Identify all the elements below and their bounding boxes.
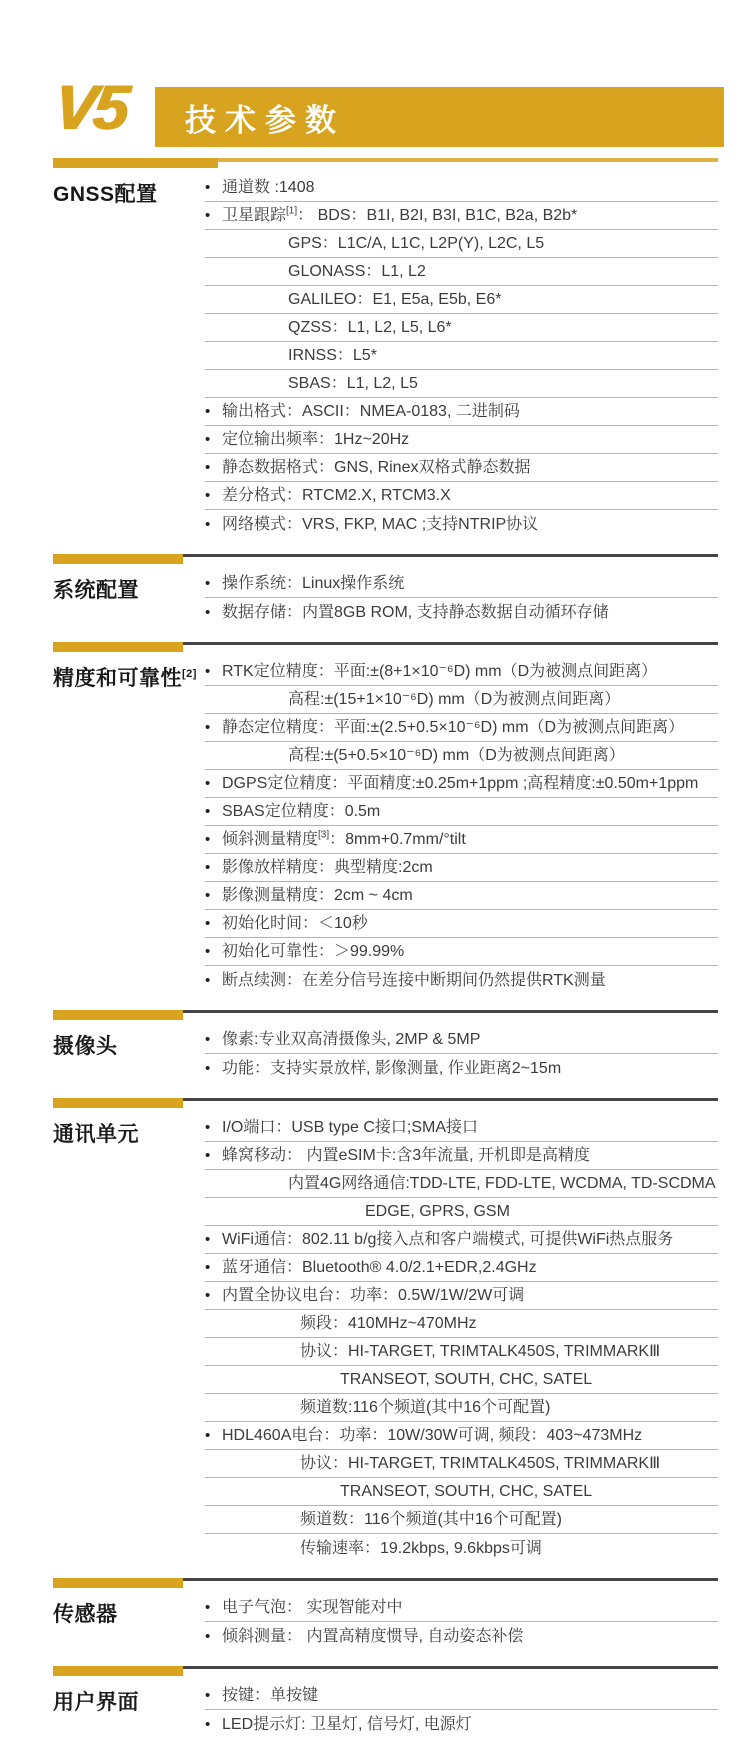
spec-row [205,1310,718,1338]
spec-text-main: 像素:专业双高清摄像头, 2MP & 5MP [222,1031,481,1048]
bullet-icon: • [205,487,211,504]
section-title-column [53,1114,205,1562]
spec-text-main: IRNSS：L5* [288,347,377,364]
spec-row [205,1478,718,1506]
spec-text-main: 初始化可靠性：＞99.99% [222,943,405,960]
spec-row [205,1338,718,1366]
section-sensors [53,1578,718,1650]
bullet-icon: • [205,775,211,792]
spec-row [205,258,718,286]
spec-text [288,742,625,769]
bullet-icon: • [205,1147,211,1164]
section-title [53,1598,205,1628]
section-body [53,658,718,994]
spec-text [300,1535,542,1562]
spec-row [205,854,718,882]
footnote-marker: [3] [318,829,330,841]
bullet-icon: • [205,971,211,989]
spec-text [222,1682,318,1709]
spec-row [205,966,718,994]
spec-text-main: 静态定位精度：平面:±(2.5+0.5×10⁻⁶D) mm（D为被测点间距离） [222,719,685,736]
spec-row [205,1198,718,1226]
section-title-column [53,1594,205,1650]
spec-text-main: 差分格式：RTCM2.X, RTCM3.X [222,487,451,504]
section-title [53,1686,205,1716]
spec-text [288,314,452,341]
section-system [53,554,718,626]
spec-text [222,599,609,626]
spec-text-main: 通道数 :1408 [222,179,315,196]
spec-text [222,770,698,797]
spec-text-main: 影像放样精度：典型精度:2cm [222,859,433,876]
spec-text [300,1394,550,1421]
spec-text [222,1026,480,1053]
spec-text [300,1338,660,1365]
divider-rule [183,1666,718,1669]
spec-text [222,658,657,685]
spec-text-main: 频段：410MHz~470MHz [300,1315,477,1332]
spec-row [205,1622,718,1650]
divider-accent-bar [53,1578,183,1588]
bullet-icon: • [205,1599,211,1616]
product-logo: V5 [50,73,129,143]
spec-text-main: 蓝牙通信：Bluetooth® 4.0/2.1+EDR,2.4GHz [222,1259,537,1276]
spec-text-main: WiFi通信：802.11 b/g接入点和客户端模式, 可提供WiFi热点服务 [222,1231,674,1248]
spec-row [205,770,718,798]
bullet-icon: • [205,179,211,196]
spec-row [205,1366,718,1394]
spec-text-main: TRANSEOT, SOUTH, CHC, SATEL [340,1483,593,1500]
section-title-text: 精度和可靠性 [53,667,182,690]
divider-rule [183,1010,718,1013]
section-title-column [53,570,205,626]
divider-accent-bar [53,1666,183,1676]
spec-row [205,1026,718,1054]
section-gnss [53,158,718,538]
spec-row [205,1422,718,1450]
spec-row [205,1682,718,1710]
spec-text-main: RTK定位精度：平面:±(8+1×10⁻⁶D) mm（D为被测点间距离） [222,663,658,680]
spec-text-main: SBAS定位精度：0.5m [222,803,381,820]
spec-text [222,910,368,937]
spec-text [222,1142,590,1169]
spec-row [205,482,718,510]
section-divider [53,158,718,168]
section-title [53,1030,205,1060]
bullet-icon: • [205,1059,211,1077]
bullet-icon: • [205,887,211,904]
spec-row [205,1534,718,1562]
section-title-column [53,658,205,994]
section-body [53,1594,718,1650]
section-title-text: 摄像头 [53,1035,118,1058]
spec-row [205,938,718,966]
spec-text [288,1170,716,1197]
spec-text-main: TRANSEOT, SOUTH, CHC, SATEL [340,1371,593,1388]
bullet-icon: • [205,831,211,848]
spec-row [205,826,718,854]
spec-text-rest: ： BDS：B1I, B2I, B3I, B1C, B2a, B2b* [297,207,578,224]
bullet-icon: • [205,1031,211,1048]
spec-text-main: 倾斜测量： 内置高精度惯导, 自动姿态补偿 [222,1627,524,1645]
section-title-text: 传感器 [53,1603,118,1626]
spec-row [205,230,718,258]
spec-text [222,967,606,994]
spec-text-main: 传输速率：19.2kbps, 9.6kbps可调 [300,1539,542,1557]
spec-text-main: 数据存储：内置8GB ROM, 支持静态数据自动循环存储 [222,603,609,621]
spec-text [288,370,418,397]
spec-text-main: HDL460A电台：功率：10W/30W可调, 频段：403~473MHz [222,1427,643,1444]
bullet-icon: • [205,1287,211,1304]
divider-accent-bar [53,158,218,168]
spec-row [205,1594,718,1622]
spec-text-rest: ：8mm+0.7mm/°tilt [329,831,466,848]
spec-text-main: 静态数据格式：GNS, Rinex双格式静态数据 [222,459,531,476]
spec-row [205,1282,718,1310]
spec-row [205,686,718,714]
spec-text [288,230,544,257]
section-camera [53,1010,718,1082]
spec-text [222,1226,673,1253]
bullet-icon: • [205,719,211,736]
spec-row [205,1394,718,1422]
bullet-icon: • [205,515,211,533]
divider-accent-bar [53,554,183,564]
spec-text [222,1254,537,1281]
spec-list [205,1682,718,1738]
spec-row [205,742,718,770]
spec-row [205,658,718,686]
section-divider [53,642,718,652]
spec-list [205,570,718,626]
section-divider [53,1578,718,1588]
spec-row [205,370,718,398]
spec-list [205,658,718,994]
section-title-column [53,174,205,538]
bullet-icon: • [205,803,211,820]
spec-text [222,1594,402,1621]
spec-text-main: 电子气泡： 实现智能对中 [222,1599,403,1616]
spec-text [222,482,451,509]
section-body [53,570,718,626]
bullet-icon: • [205,943,211,960]
bullet-icon: • [205,663,211,680]
footnote-marker: [2] [182,668,197,680]
spec-text [222,454,530,481]
spec-text [288,258,426,285]
spec-text [222,826,466,853]
spec-row [205,398,718,426]
bullet-icon: • [205,915,211,932]
spec-text [340,1478,592,1505]
section-body [53,1026,718,1082]
divider-accent-bar [53,1010,183,1020]
spec-text [222,570,404,597]
bullet-icon: • [205,859,211,876]
section-title-text: 用户界面 [53,1691,139,1714]
spec-text-main: 输出格式：ASCII：NMEA-0183, 二进制码 [222,403,520,420]
spec-row [205,342,718,370]
spec-row [205,882,718,910]
bullet-icon: • [205,459,211,476]
bullet-icon: • [205,603,211,621]
section-title [53,574,205,604]
spec-text-main: SBAS：L1, L2, L5 [288,375,418,392]
spec-list [205,1114,718,1562]
divider-rule [218,158,718,162]
spec-text-main: DGPS定位精度：平面精度:±0.25m+1ppm ;高程精度:±0.50m+1ppm [222,775,699,792]
spec-text [300,1450,660,1477]
spec-row [205,1450,718,1478]
divider-rule [183,1098,718,1101]
spec-row [205,1710,718,1738]
spec-text-main: 功能：支持实景放样, 影像测量, 作业距离2~15m [222,1059,562,1077]
divider-rule [183,642,718,645]
section-divider [53,554,718,564]
spec-text [222,882,413,909]
spec-list [205,174,718,538]
spec-text-main: I/O端口：USB type C接口;SMA接口 [222,1119,479,1136]
spec-text-main: GLONASS：L1, L2 [288,263,426,280]
spec-row [205,454,718,482]
divider-accent-bar [53,1098,183,1108]
spec-text-main: 频道数:116个频道(其中16个可配置) [300,1399,551,1416]
section-title-text: GNSS配置 [53,183,158,206]
section-body [53,174,718,538]
section-title [53,178,205,208]
spec-text [222,1422,642,1449]
footnote-marker: [1] [286,205,298,217]
section-title-text: 通讯单元 [53,1123,139,1146]
spec-row [205,598,718,626]
spec-text [288,342,377,369]
spec-row [205,286,718,314]
spec-text-main: 网络模式：VRS, FKP, MAC ;支持NTRIP协议 [222,515,539,533]
spec-text-main: 倾斜测量精度 [222,831,319,848]
spec-text-main: EDGE, GPRS, GSM [365,1203,510,1220]
spec-text [222,1282,524,1309]
spec-text-main: QZSS：L1, L2, L5, L6* [288,319,452,336]
bullet-icon: • [205,431,211,448]
spec-row [205,798,718,826]
section-ui [53,1666,718,1738]
bullet-icon: • [205,1687,211,1704]
spec-text-main: 协议：HI-TARGET, TRIMTALK450S, TRIMMARKⅢ [300,1455,661,1472]
section-title-column [53,1682,205,1738]
spec-list [205,1026,718,1082]
section-divider [53,1098,718,1108]
spec-text-main: 协议：HI-TARGET, TRIMTALK450S, TRIMMARKⅢ [300,1343,661,1360]
spec-row [205,1142,718,1170]
spec-text-main: GPS：L1C/A, L1C, L2P(Y), L2C, L5 [288,235,545,252]
section-divider [53,1666,718,1676]
spec-row [205,426,718,454]
spec-text-main: LED提示灯: 卫星灯, 信号灯, 电源灯 [222,1715,472,1733]
spec-text-main: 按键：单按键 [222,1687,319,1704]
spec-text [222,174,315,201]
spec-text-main: 卫星跟踪 [222,207,287,224]
spec-text [222,938,404,965]
spec-text-main: 高程:±(15+1×10⁻⁶D) mm（D为被测点间距离） [288,691,621,708]
section-body [53,1682,718,1738]
bullet-icon: • [205,1119,211,1136]
section-accuracy [53,642,718,994]
spec-row [205,1054,718,1082]
spec-text-main: 蜂窝移动： 内置eSIM卡:含3年流量, 开机即是高精度 [222,1147,591,1164]
spec-text-main: GALILEO：E1, E5a, E5b, E6* [288,291,502,308]
spec-row [205,1254,718,1282]
bullet-icon: • [205,207,211,224]
section-title [53,1118,205,1148]
spec-text [222,714,684,741]
spec-text-main: 断点续测：在差分信号连接中断期间仍然提供RTK测量 [222,971,606,989]
spec-list [205,1594,718,1650]
section-comm [53,1098,718,1562]
spec-text [222,202,577,229]
section-title [53,662,205,692]
divider-rule [183,554,718,557]
spec-row [205,202,718,230]
spec-row [205,314,718,342]
spec-text [222,426,409,453]
spec-row [205,1226,718,1254]
spec-text [222,854,433,881]
spec-text [288,286,501,313]
spec-text-main: 高程:±(5+0.5×10⁻⁶D) mm（D为被测点间距离） [288,747,625,764]
spec-text [222,1711,472,1738]
spec-text [222,1114,478,1141]
spec-row [205,910,718,938]
spec-text [300,1506,562,1533]
spec-row [205,174,718,202]
spec-row [205,510,718,538]
spec-text [222,798,380,825]
spec-text-main: 初始化时间：＜10秒 [222,915,368,932]
spec-text [300,1310,477,1337]
spec-row [205,1114,718,1142]
section-title-column [53,1026,205,1082]
section-divider [53,1010,718,1020]
spec-row [205,714,718,742]
bullet-icon: • [205,1427,211,1444]
bullet-icon: • [205,1231,211,1248]
spec-row [205,570,718,598]
bullet-icon: • [205,403,211,420]
spec-text-main: 定位输出频率：1Hz~20Hz [222,431,410,448]
spec-text [222,511,538,538]
bullet-icon: • [205,575,211,592]
spec-text [340,1366,592,1393]
divider-rule [183,1578,718,1581]
spec-text-main: 内置4G网络通信:TDD-LTE, FDD-LTE, WCDMA, TD-SCDMA [288,1175,716,1192]
bullet-icon: • [205,1627,211,1645]
spec-text-main: 操作系统：Linux操作系统 [222,575,405,592]
spec-text-main: 频道数：116个频道(其中16个可配置) [300,1511,562,1528]
spec-text-main: 内置全协议电台：功率：0.5W/1W/2W可调 [222,1287,525,1304]
spec-text-main: 影像测量精度：2cm ~ 4cm [222,887,413,904]
spec-text [222,398,520,425]
bullet-icon: • [205,1259,211,1276]
spec-row [205,1506,718,1534]
section-title-text: 系统配置 [53,579,139,602]
spec-row [205,1170,718,1198]
bullet-icon: • [205,1715,211,1733]
spec-text [222,1055,561,1082]
title-banner [155,87,724,147]
spec-text [365,1198,510,1225]
page-title: 技术参数 [185,102,345,138]
section-body [53,1114,718,1562]
spec-text [288,686,620,713]
spec-text [222,1623,523,1650]
divider-accent-bar [53,642,183,652]
sections [53,158,718,1754]
